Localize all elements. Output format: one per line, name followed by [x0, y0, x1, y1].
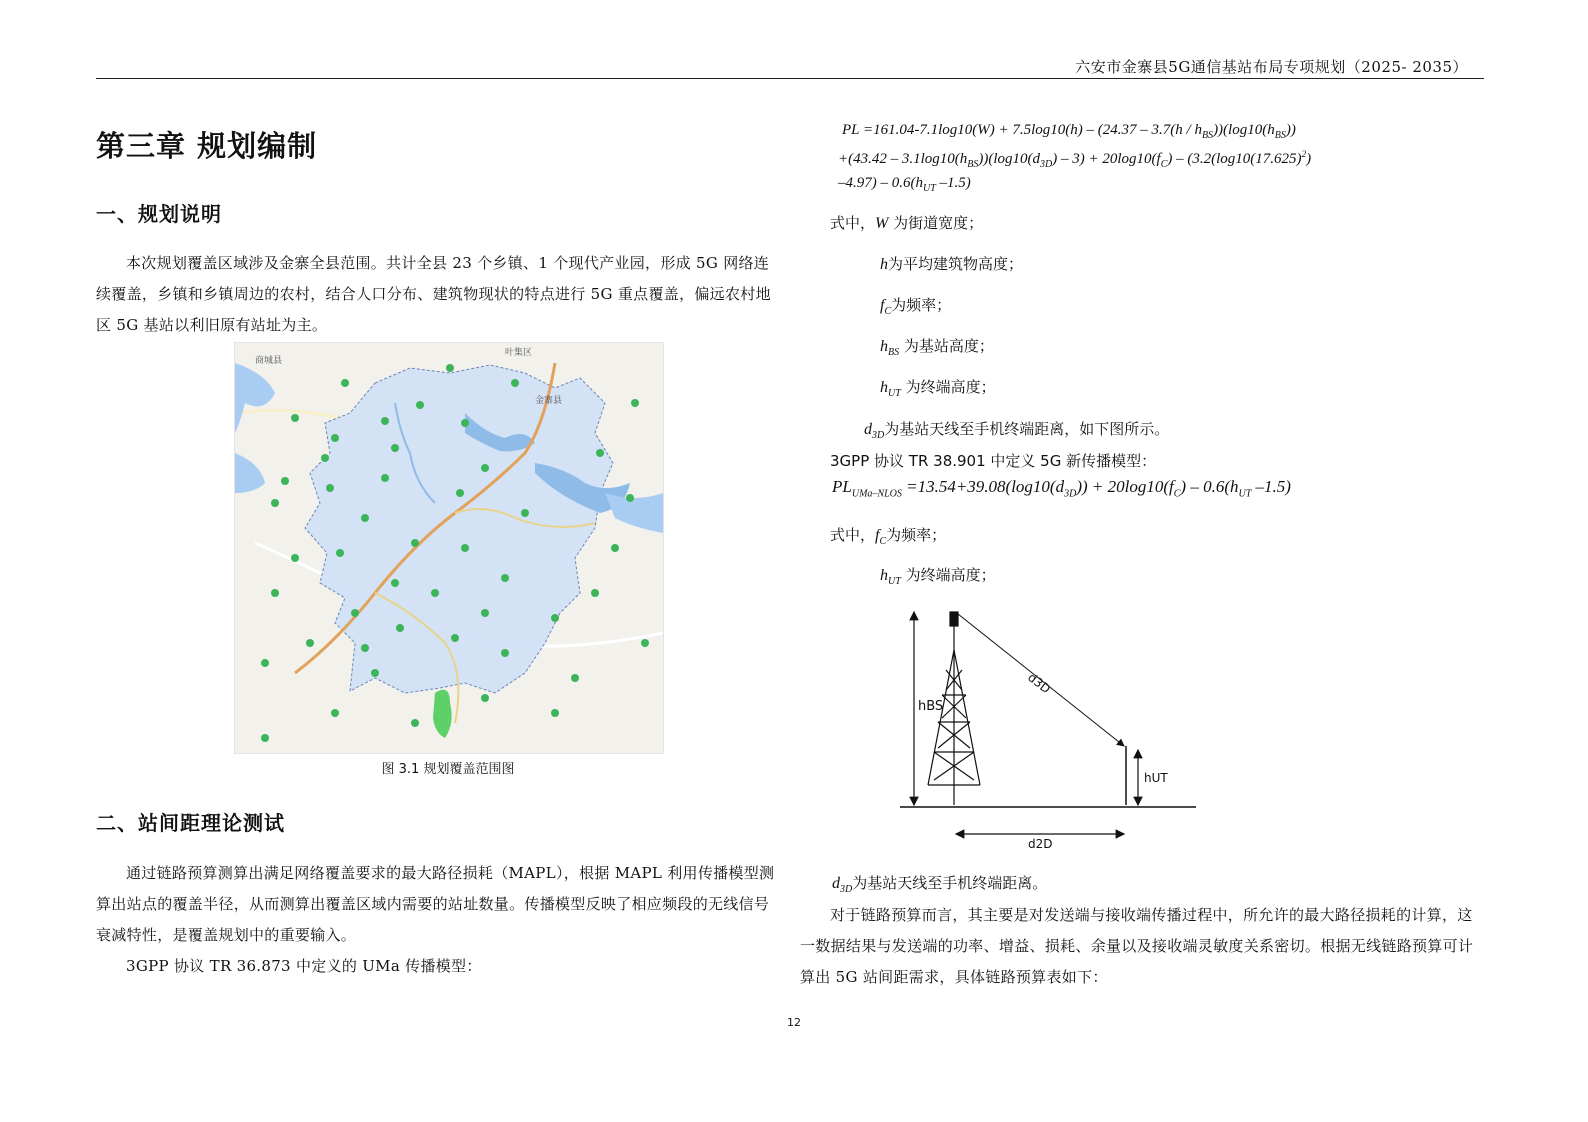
header-rule [96, 78, 1484, 79]
tower-distance-diagram [900, 600, 1210, 850]
page-number: 12 [787, 1016, 801, 1029]
map-label-town-center: 金寨县 [535, 396, 563, 406]
label-hut: hUT [1144, 771, 1168, 785]
plan-description-paragraph: 本次规划覆盖区域涉及金寨全县范围。共计全县 23 个乡镇、1 个现代产业园，形成 5G 网络连续覆盖，乡镇和乡镇周边的农村，结合人口分布、建筑物现状的特点进行 5G 重点覆盖，偏远农村地区 5G 基站以利旧原有站址为主。 [96, 254, 771, 334]
def-d3d-below-diagram: $d_{3D}$为基站天线至手机终端距离。 [832, 874, 1048, 896]
def-hbs: $h_{BS}$ 为基站高度； [880, 337, 994, 359]
def-d3d: $d_{3D}$为基站天线至手机终端距离，如下图所示。 [864, 420, 1170, 442]
header-title: 六安市金寨县5G通信基站布局专项规划（2025- 2035） [1075, 58, 1468, 76]
def-W: 式中，W 为街道宽度； [830, 214, 984, 232]
county-boundary [305, 365, 613, 693]
equation-uma-nlos: $PL_{UMa-NLOS} =13.54+39.08(\log 10(d_{3D})) + 20\log 10(f_C) - 0.6(h_{UT}$ –1.5) [832, 477, 1291, 500]
map-label-district-ne: 叶集区 [505, 348, 533, 358]
def2-fc: 式中，$f_C$为频率； [830, 526, 947, 548]
section-heading-plan-description: 一、规划说明 [96, 202, 222, 226]
map-label-county-nw: 商城县 [255, 356, 283, 366]
mapl-paragraph: 通过链路预算测算出满足网络覆盖要求的最大路径损耗（MAPL），根据 MAPL 利用传播模型测算出站点的覆盖半径，从而测算出覆盖区域内需要的站址数量。传播模型反映了相应频段的无线信号衰减特性，是覆盖规划中的重要输入。 [96, 864, 775, 944]
label-d3d: d3D [1025, 670, 1054, 697]
coverage-map-figure [234, 342, 664, 754]
equation-uma-line3: $-4.97) - 0.6(h_{UT}$ –1.5) [838, 175, 971, 194]
def-fc: $f_C$为频率； [880, 296, 952, 318]
tr38901-line: 3GPP 协议 TR 38.901 中定义 5G 新传播模型： [830, 452, 1157, 470]
label-hbs: hBS [918, 699, 944, 714]
equation-uma-line2: $+(43.42 - 3.1\log 10(h_{BS}))(\log 10(d_{3D}) - 3) + 20\log 10(f_C) - (3.2(\log 10(17.625)^2)$ [838, 149, 1312, 170]
chapter-title: 第三章 规划编制 [96, 129, 318, 163]
label-d2d: d2D [1028, 837, 1053, 850]
def2-hut: $h_{UT}$ 为终端高度； [880, 566, 996, 588]
equation-uma-line1: PL $=161.04-7.1\log 10(W) + 7.5\log 10(h) - (24.37 - 3.7(h / h_{BS}))(\log 10(h_{BS}))$ [842, 122, 1296, 141]
def-h: h为平均建筑物高度； [880, 255, 1024, 273]
def-hut: $h_{UT}$ 为终端高度； [880, 378, 996, 400]
link-budget-paragraph: 对于链路预算而言，其主要是对发送端与接收端传播过程中，所允许的最大路径损耗的计算，这一数据结果与发送端的功率、增益、损耗、余量以及接收端灵敏度关系密切。根据无线链路预算可计算出 5G 站间距需求，具体链路预算表如下： [800, 906, 1474, 986]
uma-model-paragraph: 3GPP 协议 TR 36.873 中定义的 UMa 传播模型： [126, 957, 482, 975]
figure-caption: 图 3.1 规划覆盖范围图 [381, 762, 515, 777]
section-heading-station-distance: 二、站间距理论测试 [96, 811, 285, 835]
coverage-map [235, 343, 663, 753]
